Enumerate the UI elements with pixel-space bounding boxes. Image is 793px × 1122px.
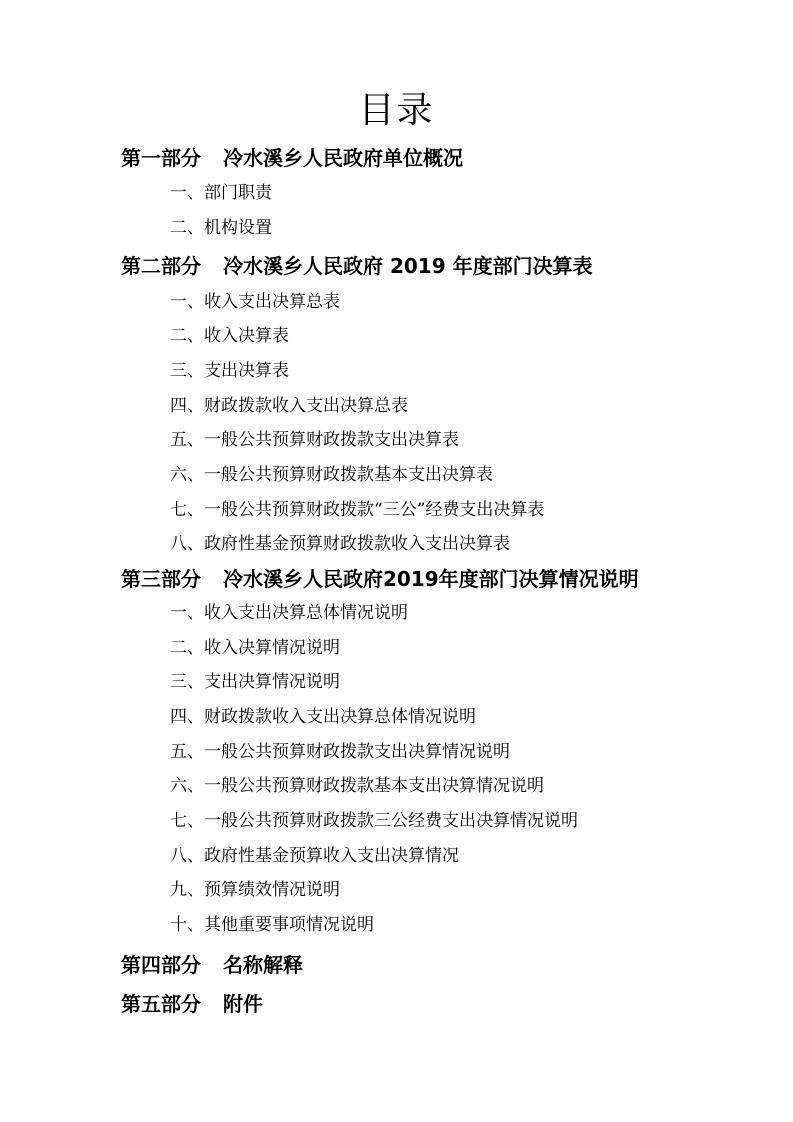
page-title: 目录 <box>358 90 435 131</box>
toc-part-2[interactable] <box>121 252 593 280</box>
toc-part-4[interactable] <box>121 951 303 979</box>
toc-item[interactable]: 五、一般公共预算财政拨款支出决算情况说明 <box>170 742 510 762</box>
toc-item[interactable]: 三、支出决算表 <box>170 361 289 381</box>
toc-item[interactable]: 六、一般公共预算财政拨款基本支出决算情况说明 <box>170 776 544 796</box>
part-label: 第五部分 <box>121 992 201 1016</box>
toc-item[interactable]: 二、收入决算表 <box>170 326 289 346</box>
toc-item[interactable]: 八、政府性基金预算收入支出决算情况 <box>170 846 459 866</box>
toc-item[interactable]: 五、一般公共预算财政拨款支出决算表 <box>170 430 459 450</box>
toc-item[interactable]: 四、财政拨款收入支出决算总体情况说明 <box>170 707 476 727</box>
toc-item[interactable]: 七、一般公共预算财政拨款三公经费支出决算情况说明 <box>170 811 578 831</box>
toc-item[interactable]: 一、收入支出决算总体情况说明 <box>170 603 408 623</box>
toc-item[interactable]: 一、收入支出决算总表 <box>170 292 340 312</box>
part-name: 附件 <box>223 992 263 1016</box>
toc-part-5[interactable] <box>121 990 263 1018</box>
toc-item[interactable]: 二、收入决算情况说明 <box>170 638 340 658</box>
toc-item[interactable]: 三、支出决算情况说明 <box>170 672 340 692</box>
part-label: 第二部分 <box>121 254 201 278</box>
toc-item[interactable]: 七、一般公共预算财政拨款“三公”经费支出决算表 <box>170 500 545 520</box>
part-name: 名称解释 <box>223 953 303 977</box>
toc-item[interactable]: 四、财政拨款收入支出决算总表 <box>170 396 408 416</box>
part-label: 第一部分 <box>121 146 201 170</box>
toc-item[interactable]: 八、政府性基金预算财政拨款收入支出决算表 <box>170 534 510 554</box>
part-name: 冷水溪乡人民政府单位概况 <box>223 146 463 170</box>
toc-item[interactable]: 二、机构设置 <box>170 218 272 238</box>
toc-item[interactable]: 一、部门职责 <box>170 183 272 203</box>
toc-item[interactable]: 九、预算绩效情况说明 <box>170 880 340 900</box>
part-label: 第三部分 <box>121 567 201 591</box>
toc-item[interactable]: 六、一般公共预算财政拨款基本支出决算表 <box>170 465 493 485</box>
toc-item[interactable]: 十、其他重要事项情况说明 <box>170 915 374 935</box>
toc-part-1[interactable] <box>121 144 463 172</box>
part-name: 冷水溪乡人民政府2019年度部门决算情况说明 <box>223 567 639 591</box>
toc-part-3[interactable] <box>121 565 639 593</box>
part-label: 第四部分 <box>121 953 201 977</box>
part-name: 冷水溪乡人民政府 2019 年度部门决算表 <box>223 254 593 278</box>
